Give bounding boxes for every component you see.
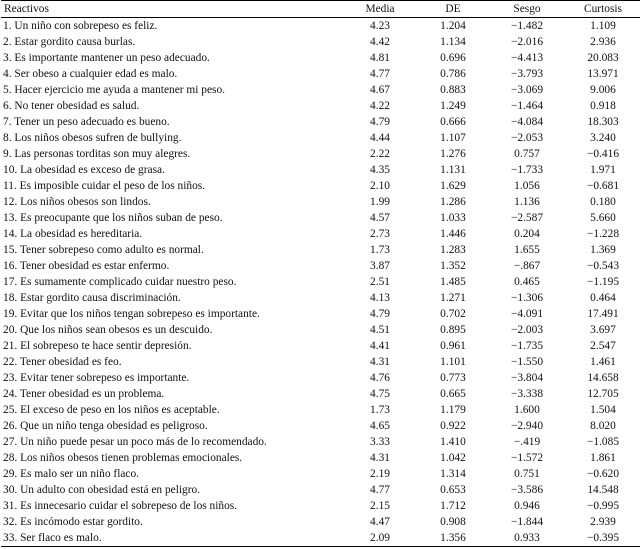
table-row xyxy=(1,466,640,482)
cell-sesgo: −1.844 xyxy=(510,516,544,528)
cell-curtosis: 1.504 xyxy=(590,404,616,416)
table-row xyxy=(1,178,640,194)
cell-de: 1.271 xyxy=(440,292,466,304)
cell-de: 1.283 xyxy=(440,244,466,256)
cell-sesgo: 0.751 xyxy=(514,468,540,480)
cell-reactivo: 16. Tener obesidad es estar enfermo. xyxy=(3,260,170,272)
cell-de: 1.410 xyxy=(440,436,466,448)
cell-media: 4.35 xyxy=(370,164,390,176)
cell-reactivo: 10. La obesidad es exceso de grasa. xyxy=(3,164,165,176)
cell-reactivo: 24. Tener obesidad es un problema. xyxy=(3,388,165,400)
table-row xyxy=(1,98,640,114)
cell-curtosis: 3.697 xyxy=(590,324,616,336)
cell-curtosis: 0.918 xyxy=(590,100,616,112)
statistics-table xyxy=(1,0,640,547)
table-body xyxy=(1,18,640,547)
table-row xyxy=(1,402,640,418)
table-row xyxy=(1,194,640,210)
cell-sesgo: −4.084 xyxy=(510,116,544,128)
cell-de: 0.773 xyxy=(440,372,466,384)
table-row xyxy=(1,114,640,130)
cell-reactivo: 25. El exceso de peso en los niños es aceptable. xyxy=(3,404,220,416)
cell-sesgo: −3.338 xyxy=(510,388,544,400)
cell-sesgo: 1.600 xyxy=(514,404,540,416)
cell-curtosis: 5.660 xyxy=(590,212,616,224)
cell-curtosis: 13.971 xyxy=(587,68,619,80)
table-row xyxy=(1,498,640,514)
cell-reactivo: 11. Es imposible cuidar el peso de los niños. xyxy=(3,180,206,192)
cell-media: 1.73 xyxy=(370,404,390,416)
table-row xyxy=(1,18,640,35)
table-row xyxy=(1,162,640,178)
cell-curtosis: 2.547 xyxy=(590,340,616,352)
cell-curtosis: 0.464 xyxy=(590,292,616,304)
cell-de: 0.922 xyxy=(440,420,466,432)
cell-media: 4.41 xyxy=(370,340,390,352)
table-row xyxy=(1,66,640,82)
cell-media: 4.65 xyxy=(370,420,390,432)
cell-sesgo: −4.413 xyxy=(510,52,544,64)
cell-media: 2.15 xyxy=(370,500,390,512)
cell-sesgo: 1.655 xyxy=(514,244,540,256)
table-row xyxy=(1,434,640,450)
cell-reactivo: 33. Ser flaco es malo. xyxy=(1,530,344,547)
cell-de: 1.033 xyxy=(440,212,466,224)
cell-curtosis: −0.395 xyxy=(564,530,640,547)
header-curtosis: Curtosis xyxy=(564,1,640,18)
cell-sesgo: −3.586 xyxy=(510,484,544,496)
table-row xyxy=(1,370,640,386)
table-row xyxy=(1,274,640,290)
cell-reactivo: 26. Que un niño tenga obesidad es peligroso. xyxy=(3,420,208,432)
cell-sesgo: −3.069 xyxy=(510,84,544,96)
cell-de: 0.653 xyxy=(440,484,466,496)
cell-curtosis: 9.006 xyxy=(590,84,616,96)
cell-media: 1.99 xyxy=(370,196,390,208)
cell-media: 4.44 xyxy=(370,132,390,144)
cell-reactivo: 5. Hacer ejercicio me ayuda a mantener mi peso. xyxy=(3,84,226,96)
cell-curtosis: 2.939 xyxy=(590,516,616,528)
table-row xyxy=(1,482,640,498)
cell-curtosis: 20.083 xyxy=(587,52,619,64)
cell-reactivo: 19. Evitar que los niños tengan sobrepeso es importante. xyxy=(3,308,260,320)
cell-media: 4.81 xyxy=(370,52,390,64)
cell-sesgo: −1.733 xyxy=(510,164,544,176)
cell-sesgo: −2.587 xyxy=(510,212,544,224)
cell-sesgo: −1.464 xyxy=(510,100,544,112)
cell-media: 4.67 xyxy=(370,84,390,96)
table-row xyxy=(1,50,640,66)
cell-media: 4.77 xyxy=(370,484,390,496)
cell-reactivo: 1. Un niño con sobrepeso es feliz. xyxy=(3,20,158,32)
cell-reactivo: 23. Evitar tener sobrepeso es importante. xyxy=(3,372,190,384)
cell-media: 3.87 xyxy=(370,260,390,272)
cell-reactivo: 30. Un adulto con obesidad está en peligro. xyxy=(3,484,201,496)
cell-curtosis: 12.705 xyxy=(587,388,619,400)
cell-de: 1.286 xyxy=(440,196,466,208)
cell-media: 1.73 xyxy=(370,244,390,256)
cell-curtosis: 17.491 xyxy=(587,308,619,320)
cell-curtosis: −1.228 xyxy=(586,228,620,240)
cell-media: 2.19 xyxy=(370,468,390,480)
table-row xyxy=(1,338,640,354)
cell-de: 1.485 xyxy=(440,276,466,288)
cell-reactivo: 17. Es sumamente complicado cuidar nuestro peso. xyxy=(3,276,237,288)
cell-sesgo: −.867 xyxy=(513,260,541,272)
cell-de: 1.249 xyxy=(440,100,466,112)
cell-reactivo: 3. Es importante mantener un peso adecuado. xyxy=(3,52,210,64)
cell-media: 4.23 xyxy=(370,20,390,32)
cell-curtosis: −1.085 xyxy=(586,436,620,448)
cell-curtosis: 3.240 xyxy=(590,132,616,144)
cell-reactivo: 7. Tener un peso adecuado es bueno. xyxy=(3,116,170,128)
cell-reactivo: 27. Un niño puede pesar un poco más de lo recomendado. xyxy=(3,436,267,448)
cell-sesgo: −2.003 xyxy=(510,324,544,336)
cell-de: 1.352 xyxy=(440,260,466,272)
cell-de: 0.883 xyxy=(440,84,466,96)
cell-reactivo: 31. Es innecesario cuidar el sobrepeso de los niños. xyxy=(3,500,238,512)
cell-sesgo: −3.793 xyxy=(510,68,544,80)
cell-media: 4.31 xyxy=(370,452,390,464)
header-de: DE xyxy=(416,1,490,18)
cell-de: 0.665 xyxy=(440,388,466,400)
cell-media: 2.73 xyxy=(370,228,390,240)
cell-sesgo: −1.306 xyxy=(510,292,544,304)
cell-reactivo: 13. Es preocupante que los niños suban de peso. xyxy=(3,212,223,224)
cell-media: 4.47 xyxy=(370,516,390,528)
cell-media: 2.22 xyxy=(370,148,390,160)
cell-de: 0.696 xyxy=(440,52,466,64)
cell-sesgo: −3.804 xyxy=(510,372,544,384)
cell-reactivo: 6. No tener obesidad es salud. xyxy=(3,100,140,112)
cell-reactivo: 29. Es malo ser un niño flaco. xyxy=(3,468,140,480)
table-row xyxy=(1,530,640,547)
cell-de: 1.042 xyxy=(440,452,466,464)
cell-de: 0.895 xyxy=(440,324,466,336)
cell-de: 1.314 xyxy=(440,468,466,480)
cell-curtosis: −0.416 xyxy=(586,148,620,160)
cell-reactivo: 20. Que los niños sean obesos es un descuido. xyxy=(3,324,213,336)
header-media: Media xyxy=(344,1,416,18)
cell-media: 3.33 xyxy=(370,436,390,448)
cell-sesgo: −2.053 xyxy=(510,132,544,144)
table-row xyxy=(1,82,640,98)
table-row xyxy=(1,34,640,50)
cell-curtosis: −1.195 xyxy=(586,276,620,288)
cell-media: 4.51 xyxy=(370,324,390,336)
cell-media: 2.51 xyxy=(370,276,390,288)
cell-reactivo: 21. El sobrepeso te hace sentir depresión. xyxy=(3,340,192,352)
cell-de: 0.666 xyxy=(440,116,466,128)
cell-de: 1.276 xyxy=(440,148,466,160)
cell-curtosis: 1.369 xyxy=(590,244,616,256)
cell-curtosis: 1.971 xyxy=(590,164,616,176)
cell-sesgo: −1.572 xyxy=(510,452,544,464)
cell-de: 1.179 xyxy=(440,404,466,416)
cell-de: 1.131 xyxy=(440,164,466,176)
cell-curtosis: 1.109 xyxy=(590,20,616,32)
cell-de: 1.446 xyxy=(440,228,466,240)
cell-curtosis: 1.461 xyxy=(590,356,616,368)
cell-reactivo: 4. Ser obeso a cualquier edad es malo. xyxy=(3,68,178,80)
cell-curtosis: 0.180 xyxy=(590,196,616,208)
cell-sesgo: 1.056 xyxy=(514,180,540,192)
table-row xyxy=(1,306,640,322)
cell-media: 4.22 xyxy=(370,100,390,112)
cell-reactivo: 8. Los niños obesos sufren de bullying. xyxy=(3,132,182,144)
header-row xyxy=(1,1,640,18)
cell-de: 1.204 xyxy=(440,20,466,32)
cell-curtosis: 1.861 xyxy=(590,452,616,464)
cell-media: 4.42 xyxy=(370,36,390,48)
cell-sesgo: 0.204 xyxy=(514,228,540,240)
table-row xyxy=(1,450,640,466)
table-row xyxy=(1,290,640,306)
cell-curtosis: 2.936 xyxy=(590,36,616,48)
cell-de: 1.712 xyxy=(440,500,466,512)
cell-reactivo: 28. Los niños obesos tienen problemas emocionales. xyxy=(3,452,243,464)
cell-reactivo: 15. Tener sobrepeso como adulto es normal. xyxy=(3,244,204,256)
cell-de: 1.629 xyxy=(440,180,466,192)
table-row xyxy=(1,226,640,242)
cell-reactivo: 9. Las personas torditas son muy alegres. xyxy=(3,148,191,160)
table-row xyxy=(1,242,640,258)
table-header xyxy=(1,1,640,18)
header-reactivos: Reactivos xyxy=(1,1,344,18)
table-row xyxy=(1,354,640,370)
cell-sesgo: 1.136 xyxy=(514,196,540,208)
cell-de: 1.134 xyxy=(440,36,466,48)
cell-curtosis: −0.995 xyxy=(586,500,620,512)
cell-sesgo: −2.016 xyxy=(510,36,544,48)
cell-reactivo: 2. Estar gordito causa burlas. xyxy=(3,36,136,48)
cell-media: 4.31 xyxy=(370,356,390,368)
cell-de: 1.107 xyxy=(440,132,466,144)
cell-reactivo: 18. Estar gordito causa discriminación. xyxy=(3,292,181,304)
cell-de: 1.356 xyxy=(416,530,490,547)
cell-sesgo: 0.465 xyxy=(514,276,540,288)
table-row xyxy=(1,386,640,402)
table-row xyxy=(1,418,640,434)
header-sesgo: Sesgo xyxy=(490,1,564,18)
cell-sesgo: −1.482 xyxy=(510,20,544,32)
cell-curtosis: −0.543 xyxy=(586,260,620,272)
cell-de: 0.786 xyxy=(440,68,466,80)
cell-curtosis: 18.303 xyxy=(587,116,619,128)
cell-media: 4.75 xyxy=(370,388,390,400)
cell-reactivo: 22. Tener obesidad es feo. xyxy=(3,356,122,368)
cell-media: 4.13 xyxy=(370,292,390,304)
cell-sesgo: 0.933 xyxy=(490,530,564,547)
cell-de: 1.101 xyxy=(440,356,466,368)
cell-de: 0.702 xyxy=(440,308,466,320)
cell-sesgo: −4.091 xyxy=(510,308,544,320)
table-row xyxy=(1,514,640,530)
table-row xyxy=(1,258,640,274)
cell-sesgo: −1.550 xyxy=(510,356,544,368)
cell-curtosis: −0.620 xyxy=(586,468,620,480)
cell-media: 4.77 xyxy=(370,68,390,80)
cell-media: 4.57 xyxy=(370,212,390,224)
cell-curtosis: −0.681 xyxy=(586,180,620,192)
cell-sesgo: 0.757 xyxy=(514,148,540,160)
cell-sesgo: −2.940 xyxy=(510,420,544,432)
cell-de: 0.908 xyxy=(440,516,466,528)
table-row xyxy=(1,210,640,226)
cell-curtosis: 14.658 xyxy=(587,372,619,384)
cell-reactivo: 14. La obesidad es hereditaria. xyxy=(3,228,143,240)
cell-curtosis: 8.020 xyxy=(590,420,616,432)
cell-sesgo: −1.735 xyxy=(510,340,544,352)
cell-media: 4.76 xyxy=(370,372,390,384)
cell-de: 0.961 xyxy=(440,340,466,352)
table-row xyxy=(1,130,640,146)
cell-reactivo: 12. Los niños obesos son lindos. xyxy=(3,196,151,208)
table-row xyxy=(1,322,640,338)
cell-media: 4.79 xyxy=(370,116,390,128)
cell-media: 2.09 xyxy=(344,530,416,547)
cell-media: 2.10 xyxy=(370,180,390,192)
cell-sesgo: 0.946 xyxy=(514,500,540,512)
cell-sesgo: −.419 xyxy=(513,436,541,448)
cell-media: 4.79 xyxy=(370,308,390,320)
cell-reactivo: 32. Es incómodo estar gordito. xyxy=(3,516,143,528)
cell-curtosis: 14.548 xyxy=(587,484,619,496)
table-row xyxy=(1,146,640,162)
